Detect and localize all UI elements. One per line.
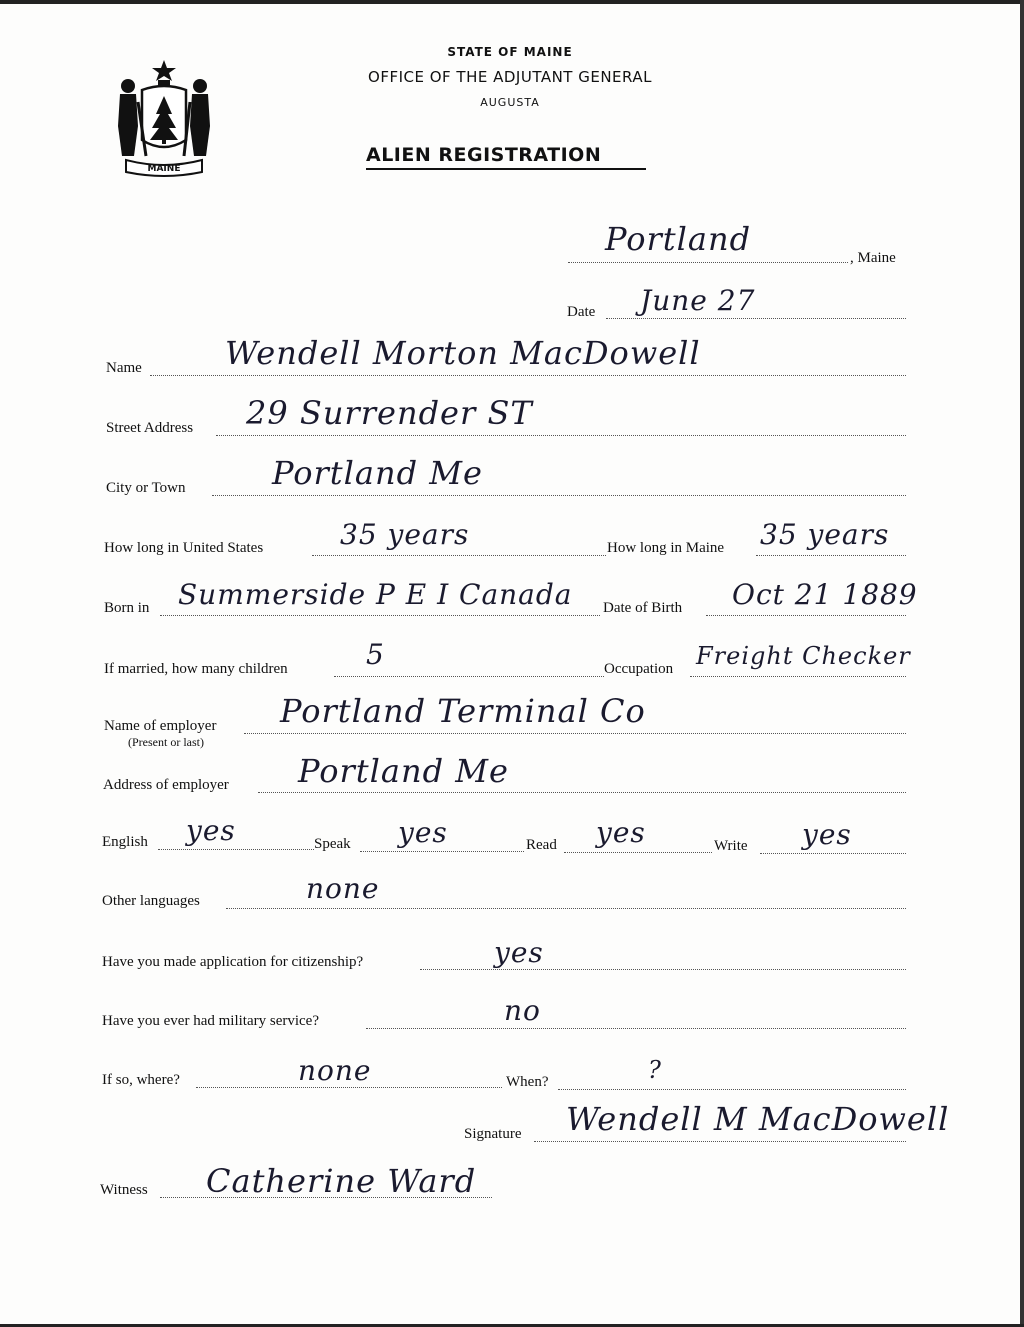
speak-line: [360, 851, 524, 852]
maine-state-seal: [112, 56, 216, 178]
other-languages-line: [226, 908, 906, 909]
city-line: [212, 495, 906, 496]
occupation-line: [690, 676, 906, 677]
us-duration-value: 35 years: [340, 518, 470, 551]
us-duration-label: How long in United States: [104, 540, 264, 556]
header-state: STATE OF MAINE: [447, 45, 573, 59]
employer-sublabel: (Present or last): [128, 735, 204, 749]
name-line: [150, 375, 906, 376]
name-label: Name: [106, 360, 142, 376]
witness-value: Catherine Ward: [206, 1162, 477, 1200]
english-line: [158, 849, 314, 850]
employer-value: Portland Terminal Co: [280, 692, 646, 730]
employer-address-label: Address of employer: [103, 777, 229, 793]
speak-value: yes: [398, 816, 448, 849]
occupation-value: Freight Checker: [696, 642, 911, 670]
date-line: [606, 318, 906, 319]
english-value: yes: [186, 814, 236, 847]
citizenship-label: Have you made application for citizenship?: [102, 954, 364, 970]
occupation-label: Occupation: [604, 661, 674, 677]
where-line: [196, 1087, 502, 1088]
born-label: Born in: [104, 600, 150, 616]
dob-line: [706, 615, 906, 616]
citizenship-value: yes: [494, 936, 544, 969]
employer-label: Name of employer: [104, 718, 217, 734]
read-label: Read: [526, 837, 557, 853]
born-line: [160, 615, 600, 616]
signature-value: Wendell M MacDowell: [566, 1100, 950, 1138]
write-value: yes: [802, 818, 852, 851]
date-value: June 27: [640, 284, 756, 317]
military-line: [366, 1028, 906, 1029]
write-line: [760, 853, 906, 854]
scan-border-top: [0, 0, 1024, 4]
street-line: [216, 435, 906, 436]
read-value: yes: [596, 816, 646, 849]
write-label: Write: [714, 838, 748, 854]
signature-label: Signature: [464, 1126, 522, 1142]
when-label: When?: [506, 1074, 549, 1090]
military-value: no: [504, 994, 541, 1027]
place-suffix: , Maine: [850, 250, 896, 266]
english-label: English: [102, 834, 148, 850]
place-line: [568, 262, 848, 263]
city-value: Portland Me: [272, 454, 483, 492]
us-duration-line: [312, 555, 606, 556]
when-line: [558, 1089, 906, 1090]
maine-duration-value: 35 years: [760, 518, 890, 551]
scan-border-right: [1020, 0, 1024, 1327]
other-languages-label: Other languages: [102, 893, 200, 909]
other-languages-value: none: [306, 872, 380, 905]
street-value: 29 Surrender ST: [246, 394, 533, 432]
dob-label: Date of Birth: [603, 600, 683, 616]
citizenship-line: [420, 969, 906, 970]
employer-address-value: Portland Me: [298, 752, 509, 790]
maine-duration-line: [756, 555, 906, 556]
name-value: Wendell Morton MacDowell: [225, 334, 701, 372]
seal-banner-text: MAINE: [147, 164, 181, 174]
children-value: 5: [366, 638, 385, 671]
date-label: Date: [567, 304, 596, 320]
when-value: ?: [648, 1056, 662, 1084]
signature-line: [534, 1141, 906, 1142]
employer-address-line: [258, 792, 906, 793]
where-value: none: [298, 1054, 372, 1087]
header-office: OFFICE OF THE ADJUTANT GENERAL: [368, 68, 652, 86]
read-line: [564, 852, 712, 853]
city-label: City or Town: [106, 480, 186, 496]
title-underline: [366, 168, 646, 170]
military-label: Have you ever had military service?: [102, 1013, 319, 1029]
children-line: [334, 676, 604, 677]
header-city: AUGUSTA: [480, 96, 540, 109]
children-label: If married, how many children: [104, 661, 288, 677]
maine-duration-label: How long in Maine: [607, 540, 725, 556]
form-title: ALIEN REGISTRATION: [366, 144, 602, 166]
speak-label: Speak: [314, 836, 351, 852]
employer-line: [244, 733, 906, 734]
dob-value: Oct 21 1889: [732, 578, 918, 611]
place-value: Portland: [605, 220, 752, 258]
where-label: If so, where?: [102, 1072, 180, 1088]
witness-label: Witness: [100, 1182, 148, 1198]
born-value: Summerside P E I Canada: [178, 578, 573, 611]
street-label: Street Address: [106, 420, 194, 436]
